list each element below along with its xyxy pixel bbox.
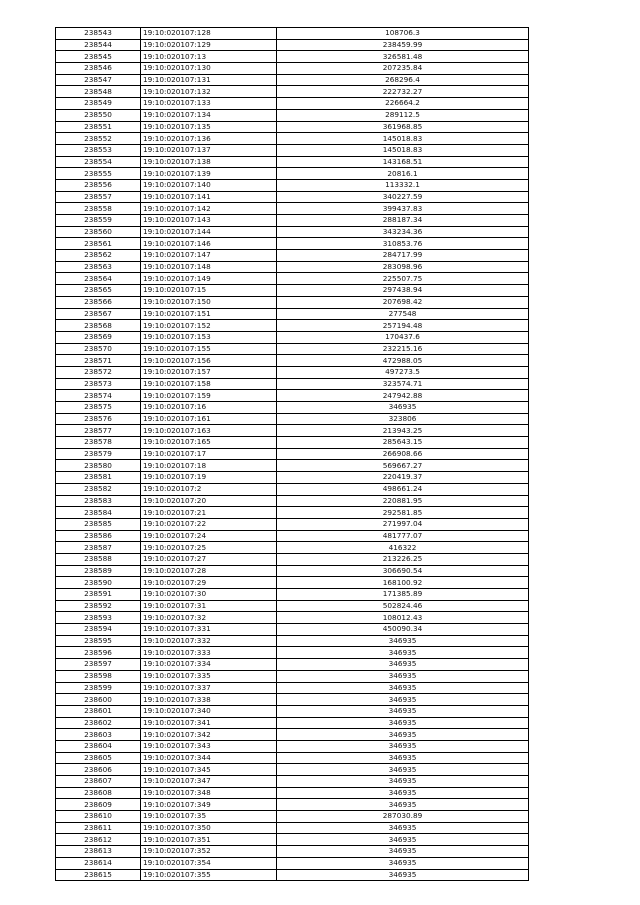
value-cell: 222732.27 xyxy=(277,86,529,98)
table-row xyxy=(56,717,529,729)
value-cell: 343234.36 xyxy=(277,226,529,238)
value-cell: 326581.48 xyxy=(277,51,529,63)
row-number-cell: 238583 xyxy=(56,495,141,507)
row-number-cell: 238608 xyxy=(56,787,141,799)
table-row xyxy=(56,285,529,297)
cadastral-number-cell: 19:10:020107:157 xyxy=(141,366,277,378)
cadastral-number-cell: 19:10:020107:136 xyxy=(141,133,277,145)
cadastral-number-cell: 19:10:020107:337 xyxy=(141,682,277,694)
table-row xyxy=(56,507,529,519)
row-number-cell: 238577 xyxy=(56,425,141,437)
value-cell: 171385.89 xyxy=(277,589,529,601)
cadastral-number-cell: 19:10:020107:165 xyxy=(141,437,277,449)
table-row xyxy=(56,331,529,343)
table-row xyxy=(56,179,529,191)
cadastral-number-cell: 19:10:020107:128 xyxy=(141,28,277,40)
cadastral-number-cell: 19:10:020107:355 xyxy=(141,869,277,881)
value-cell: 346935 xyxy=(277,764,529,776)
value-cell: 450090.34 xyxy=(277,624,529,636)
row-number-cell: 238611 xyxy=(56,822,141,834)
value-cell: 502824.46 xyxy=(277,600,529,612)
cadastral-number-cell: 19:10:020107:137 xyxy=(141,144,277,156)
value-cell: 288187.34 xyxy=(277,215,529,227)
table-row xyxy=(56,261,529,273)
table-row xyxy=(56,156,529,168)
cadastral-number-cell: 19:10:020107:25 xyxy=(141,542,277,554)
value-cell: 292581.85 xyxy=(277,507,529,519)
table-row xyxy=(56,518,529,530)
value-cell: 284717.99 xyxy=(277,250,529,262)
table-row xyxy=(56,133,529,145)
row-number-cell: 238610 xyxy=(56,811,141,823)
value-cell: 145018.83 xyxy=(277,144,529,156)
cadastral-number-cell: 19:10:020107:151 xyxy=(141,308,277,320)
table-row xyxy=(56,109,529,121)
row-number-cell: 238615 xyxy=(56,869,141,881)
cadastral-number-cell: 19:10:020107:348 xyxy=(141,787,277,799)
value-cell: 108012.43 xyxy=(277,612,529,624)
row-number-cell: 238570 xyxy=(56,343,141,355)
value-cell: 399437.83 xyxy=(277,203,529,215)
table-row xyxy=(56,857,529,869)
value-cell: 323574.71 xyxy=(277,378,529,390)
value-cell: 168100.92 xyxy=(277,577,529,589)
value-cell: 108706.3 xyxy=(277,28,529,40)
row-number-cell: 238548 xyxy=(56,86,141,98)
row-number-cell: 238554 xyxy=(56,156,141,168)
row-number-cell: 238585 xyxy=(56,518,141,530)
row-number-cell: 238613 xyxy=(56,846,141,858)
row-number-cell: 238555 xyxy=(56,168,141,180)
row-number-cell: 238602 xyxy=(56,717,141,729)
value-cell: 207698.42 xyxy=(277,296,529,308)
cadastral-number-cell: 19:10:020107:354 xyxy=(141,857,277,869)
row-number-cell: 238603 xyxy=(56,729,141,741)
row-number-cell: 238599 xyxy=(56,682,141,694)
table-row xyxy=(56,250,529,262)
table-row xyxy=(56,740,529,752)
cadastral-number-cell: 19:10:020107:149 xyxy=(141,273,277,285)
table-row xyxy=(56,495,529,507)
table-row xyxy=(56,822,529,834)
table-row xyxy=(56,705,529,717)
cadastral-number-cell: 19:10:020107:22 xyxy=(141,518,277,530)
value-cell: 226664.2 xyxy=(277,98,529,110)
row-number-cell: 238561 xyxy=(56,238,141,250)
cadastral-number-cell: 19:10:020107:351 xyxy=(141,834,277,846)
cadastral-number-cell: 19:10:020107:341 xyxy=(141,717,277,729)
value-cell: 283098.96 xyxy=(277,261,529,273)
row-number-cell: 238578 xyxy=(56,437,141,449)
value-cell: 346935 xyxy=(277,776,529,788)
value-cell: 346935 xyxy=(277,787,529,799)
value-cell: 225507.75 xyxy=(277,273,529,285)
value-cell: 497273.5 xyxy=(277,366,529,378)
table-row xyxy=(56,846,529,858)
row-number-cell: 238543 xyxy=(56,28,141,40)
row-number-cell: 238568 xyxy=(56,320,141,332)
row-number-cell: 238587 xyxy=(56,542,141,554)
table-row xyxy=(56,483,529,495)
cadastral-number-cell: 19:10:020107:163 xyxy=(141,425,277,437)
table-row xyxy=(56,86,529,98)
row-number-cell: 238545 xyxy=(56,51,141,63)
table-row xyxy=(56,51,529,63)
row-number-cell: 238594 xyxy=(56,624,141,636)
value-cell: 287030.89 xyxy=(277,811,529,823)
cadastral-number-cell: 19:10:020107:133 xyxy=(141,98,277,110)
row-number-cell: 238580 xyxy=(56,460,141,472)
value-cell: 346935 xyxy=(277,857,529,869)
table-row xyxy=(56,448,529,460)
cadastral-number-cell: 19:10:020107:333 xyxy=(141,647,277,659)
value-cell: 323806 xyxy=(277,413,529,425)
value-cell: 346935 xyxy=(277,869,529,881)
cadastral-number-cell: 19:10:020107:142 xyxy=(141,203,277,215)
cadastral-number-cell: 19:10:020107:16 xyxy=(141,402,277,414)
table-body xyxy=(56,28,529,881)
table-row xyxy=(56,787,529,799)
value-cell: 346935 xyxy=(277,670,529,682)
value-cell: 220881.95 xyxy=(277,495,529,507)
value-cell: 361968.85 xyxy=(277,121,529,133)
row-number-cell: 238553 xyxy=(56,144,141,156)
value-cell: 346935 xyxy=(277,717,529,729)
cadastral-number-cell: 19:10:020107:334 xyxy=(141,659,277,671)
table-row xyxy=(56,577,529,589)
cadastral-number-cell: 19:10:020107:20 xyxy=(141,495,277,507)
value-cell: 145018.83 xyxy=(277,133,529,145)
table-row xyxy=(56,694,529,706)
value-cell: 346935 xyxy=(277,846,529,858)
row-number-cell: 238572 xyxy=(56,366,141,378)
table-row xyxy=(56,752,529,764)
cadastral-number-cell: 19:10:020107:18 xyxy=(141,460,277,472)
table-row xyxy=(56,366,529,378)
table-row xyxy=(56,647,529,659)
cadastral-number-cell: 19:10:020107:140 xyxy=(141,179,277,191)
row-number-cell: 238605 xyxy=(56,752,141,764)
data-table xyxy=(55,27,529,881)
cadastral-number-cell: 19:10:020107:24 xyxy=(141,530,277,542)
cadastral-number-cell: 19:10:020107:335 xyxy=(141,670,277,682)
value-cell: 289112.5 xyxy=(277,109,529,121)
table-row xyxy=(56,472,529,484)
row-number-cell: 238565 xyxy=(56,285,141,297)
table-row xyxy=(56,811,529,823)
row-number-cell: 238584 xyxy=(56,507,141,519)
value-cell: 232215.16 xyxy=(277,343,529,355)
value-cell: 346935 xyxy=(277,682,529,694)
cadastral-number-cell: 19:10:020107:148 xyxy=(141,261,277,273)
cadastral-number-cell: 19:10:020107:338 xyxy=(141,694,277,706)
row-number-cell: 238551 xyxy=(56,121,141,133)
value-cell: 220419.37 xyxy=(277,472,529,484)
table-row xyxy=(56,378,529,390)
table-row xyxy=(56,413,529,425)
row-number-cell: 238612 xyxy=(56,834,141,846)
value-cell: 346935 xyxy=(277,752,529,764)
cadastral-number-cell: 19:10:020107:343 xyxy=(141,740,277,752)
cadastral-number-cell: 19:10:020107:146 xyxy=(141,238,277,250)
row-number-cell: 238586 xyxy=(56,530,141,542)
table-row xyxy=(56,682,529,694)
table-row xyxy=(56,437,529,449)
table-row xyxy=(56,624,529,636)
value-cell: 207235.84 xyxy=(277,63,529,75)
table-row xyxy=(56,542,529,554)
row-number-cell: 238576 xyxy=(56,413,141,425)
cadastral-number-cell: 19:10:020107:131 xyxy=(141,74,277,86)
cadastral-number-cell: 19:10:020107:32 xyxy=(141,612,277,624)
table-row xyxy=(56,355,529,367)
cadastral-number-cell: 19:10:020107:21 xyxy=(141,507,277,519)
row-number-cell: 238597 xyxy=(56,659,141,671)
cadastral-number-cell: 19:10:020107:147 xyxy=(141,250,277,262)
table-row xyxy=(56,121,529,133)
table-row xyxy=(56,320,529,332)
cadastral-number-cell: 19:10:020107:143 xyxy=(141,215,277,227)
cadastral-number-cell: 19:10:020107:340 xyxy=(141,705,277,717)
cadastral-number-cell: 19:10:020107:141 xyxy=(141,191,277,203)
table-row xyxy=(56,238,529,250)
cadastral-number-cell: 19:10:020107:344 xyxy=(141,752,277,764)
value-cell: 472988.05 xyxy=(277,355,529,367)
value-cell: 340227.59 xyxy=(277,191,529,203)
value-cell: 213226.25 xyxy=(277,553,529,565)
value-cell: 113332.1 xyxy=(277,179,529,191)
cadastral-number-cell: 19:10:020107:132 xyxy=(141,86,277,98)
table-row xyxy=(56,589,529,601)
value-cell: 346935 xyxy=(277,834,529,846)
row-number-cell: 238550 xyxy=(56,109,141,121)
cadastral-number-cell: 19:10:020107:350 xyxy=(141,822,277,834)
table-row xyxy=(56,390,529,402)
value-cell: 346935 xyxy=(277,402,529,414)
cadastral-number-cell: 19:10:020107:35 xyxy=(141,811,277,823)
table-row xyxy=(56,74,529,86)
value-cell: 346935 xyxy=(277,705,529,717)
table-row xyxy=(56,776,529,788)
table-row xyxy=(56,191,529,203)
value-cell: 481777.07 xyxy=(277,530,529,542)
cadastral-number-cell: 19:10:020107:27 xyxy=(141,553,277,565)
table-row xyxy=(56,553,529,565)
row-number-cell: 238547 xyxy=(56,74,141,86)
value-cell: 297438.94 xyxy=(277,285,529,297)
cadastral-number-cell: 19:10:020107:129 xyxy=(141,39,277,51)
row-number-cell: 238607 xyxy=(56,776,141,788)
table-row xyxy=(56,215,529,227)
table-row xyxy=(56,144,529,156)
cadastral-number-cell: 19:10:020107:153 xyxy=(141,331,277,343)
row-number-cell: 238558 xyxy=(56,203,141,215)
row-number-cell: 238601 xyxy=(56,705,141,717)
cadastral-number-cell: 19:10:020107:130 xyxy=(141,63,277,75)
cadastral-number-cell: 19:10:020107:31 xyxy=(141,600,277,612)
row-number-cell: 238614 xyxy=(56,857,141,869)
row-number-cell: 238544 xyxy=(56,39,141,51)
table-row xyxy=(56,670,529,682)
table-row xyxy=(56,764,529,776)
row-number-cell: 238606 xyxy=(56,764,141,776)
row-number-cell: 238567 xyxy=(56,308,141,320)
cadastral-number-cell: 19:10:020107:152 xyxy=(141,320,277,332)
table-row xyxy=(56,296,529,308)
cadastral-number-cell: 19:10:020107:155 xyxy=(141,343,277,355)
table-row xyxy=(56,28,529,40)
row-number-cell: 238552 xyxy=(56,133,141,145)
table-row xyxy=(56,729,529,741)
value-cell: 346935 xyxy=(277,647,529,659)
row-number-cell: 238571 xyxy=(56,355,141,367)
row-number-cell: 238560 xyxy=(56,226,141,238)
table-row xyxy=(56,799,529,811)
cadastral-number-cell: 19:10:020107:15 xyxy=(141,285,277,297)
table-row xyxy=(56,168,529,180)
row-number-cell: 238591 xyxy=(56,589,141,601)
cadastral-number-cell: 19:10:020107:352 xyxy=(141,846,277,858)
row-number-cell: 238557 xyxy=(56,191,141,203)
row-number-cell: 238549 xyxy=(56,98,141,110)
row-number-cell: 238563 xyxy=(56,261,141,273)
value-cell: 170437.6 xyxy=(277,331,529,343)
table-row xyxy=(56,402,529,414)
table-row xyxy=(56,98,529,110)
table-row xyxy=(56,612,529,624)
row-number-cell: 238593 xyxy=(56,612,141,624)
value-cell: 498661.24 xyxy=(277,483,529,495)
row-number-cell: 238604 xyxy=(56,740,141,752)
table-row xyxy=(56,834,529,846)
row-number-cell: 238590 xyxy=(56,577,141,589)
row-number-cell: 238546 xyxy=(56,63,141,75)
cadastral-number-cell: 19:10:020107:28 xyxy=(141,565,277,577)
table-row xyxy=(56,635,529,647)
cadastral-number-cell: 19:10:020107:2 xyxy=(141,483,277,495)
cadastral-number-cell: 19:10:020107:30 xyxy=(141,589,277,601)
row-number-cell: 238600 xyxy=(56,694,141,706)
row-number-cell: 238598 xyxy=(56,670,141,682)
table-row xyxy=(56,460,529,472)
table-row xyxy=(56,273,529,285)
value-cell: 20816.1 xyxy=(277,168,529,180)
cadastral-number-cell: 19:10:020107:342 xyxy=(141,729,277,741)
row-number-cell: 238562 xyxy=(56,250,141,262)
value-cell: 310853.76 xyxy=(277,238,529,250)
table-row xyxy=(56,343,529,355)
value-cell: 346935 xyxy=(277,822,529,834)
cadastral-number-cell: 19:10:020107:345 xyxy=(141,764,277,776)
row-number-cell: 238609 xyxy=(56,799,141,811)
cadastral-number-cell: 19:10:020107:349 xyxy=(141,799,277,811)
value-cell: 346935 xyxy=(277,740,529,752)
row-number-cell: 238592 xyxy=(56,600,141,612)
value-cell: 346935 xyxy=(277,694,529,706)
row-number-cell: 238575 xyxy=(56,402,141,414)
row-number-cell: 238569 xyxy=(56,331,141,343)
table-row xyxy=(56,869,529,881)
cadastral-number-cell: 19:10:020107:158 xyxy=(141,378,277,390)
row-number-cell: 238564 xyxy=(56,273,141,285)
row-number-cell: 238588 xyxy=(56,553,141,565)
table-row xyxy=(56,659,529,671)
value-cell: 346935 xyxy=(277,659,529,671)
row-number-cell: 238579 xyxy=(56,448,141,460)
cadastral-number-cell: 19:10:020107:331 xyxy=(141,624,277,636)
row-number-cell: 238596 xyxy=(56,647,141,659)
row-number-cell: 238589 xyxy=(56,565,141,577)
cadastral-number-cell: 19:10:020107:156 xyxy=(141,355,277,367)
cadastral-number-cell: 19:10:020107:134 xyxy=(141,109,277,121)
cadastral-number-cell: 19:10:020107:332 xyxy=(141,635,277,647)
value-cell: 247942.88 xyxy=(277,390,529,402)
cadastral-number-cell: 19:10:020107:144 xyxy=(141,226,277,238)
table-row xyxy=(56,203,529,215)
value-cell: 416322 xyxy=(277,542,529,554)
value-cell: 238459.99 xyxy=(277,39,529,51)
cadastral-number-cell: 19:10:020107:19 xyxy=(141,472,277,484)
value-cell: 257194.48 xyxy=(277,320,529,332)
row-number-cell: 238573 xyxy=(56,378,141,390)
cadastral-number-cell: 19:10:020107:135 xyxy=(141,121,277,133)
row-number-cell: 238581 xyxy=(56,472,141,484)
table-row xyxy=(56,63,529,75)
value-cell: 213943.25 xyxy=(277,425,529,437)
row-number-cell: 238566 xyxy=(56,296,141,308)
cadastral-number-cell: 19:10:020107:138 xyxy=(141,156,277,168)
value-cell: 346935 xyxy=(277,635,529,647)
value-cell: 346935 xyxy=(277,799,529,811)
table-row xyxy=(56,226,529,238)
value-cell: 346935 xyxy=(277,729,529,741)
cadastral-number-cell: 19:10:020107:161 xyxy=(141,413,277,425)
value-cell: 266908.66 xyxy=(277,448,529,460)
row-number-cell: 238582 xyxy=(56,483,141,495)
value-cell: 271997.04 xyxy=(277,518,529,530)
row-number-cell: 238559 xyxy=(56,215,141,227)
cadastral-number-cell: 19:10:020107:29 xyxy=(141,577,277,589)
row-number-cell: 238595 xyxy=(56,635,141,647)
cadastral-number-cell: 19:10:020107:13 xyxy=(141,51,277,63)
row-number-cell: 238556 xyxy=(56,179,141,191)
value-cell: 569667.27 xyxy=(277,460,529,472)
value-cell: 143168.51 xyxy=(277,156,529,168)
table-row xyxy=(56,425,529,437)
table-row xyxy=(56,308,529,320)
table-row xyxy=(56,600,529,612)
table-row xyxy=(56,565,529,577)
value-cell: 268296.4 xyxy=(277,74,529,86)
row-number-cell: 238574 xyxy=(56,390,141,402)
value-cell: 277548 xyxy=(277,308,529,320)
cadastral-number-cell: 19:10:020107:150 xyxy=(141,296,277,308)
table-row xyxy=(56,530,529,542)
value-cell: 285643.15 xyxy=(277,437,529,449)
cadastral-number-cell: 19:10:020107:17 xyxy=(141,448,277,460)
cadastral-number-cell: 19:10:020107:347 xyxy=(141,776,277,788)
cadastral-number-cell: 19:10:020107:159 xyxy=(141,390,277,402)
cadastral-number-cell: 19:10:020107:139 xyxy=(141,168,277,180)
value-cell: 306690.54 xyxy=(277,565,529,577)
table-row xyxy=(56,39,529,51)
